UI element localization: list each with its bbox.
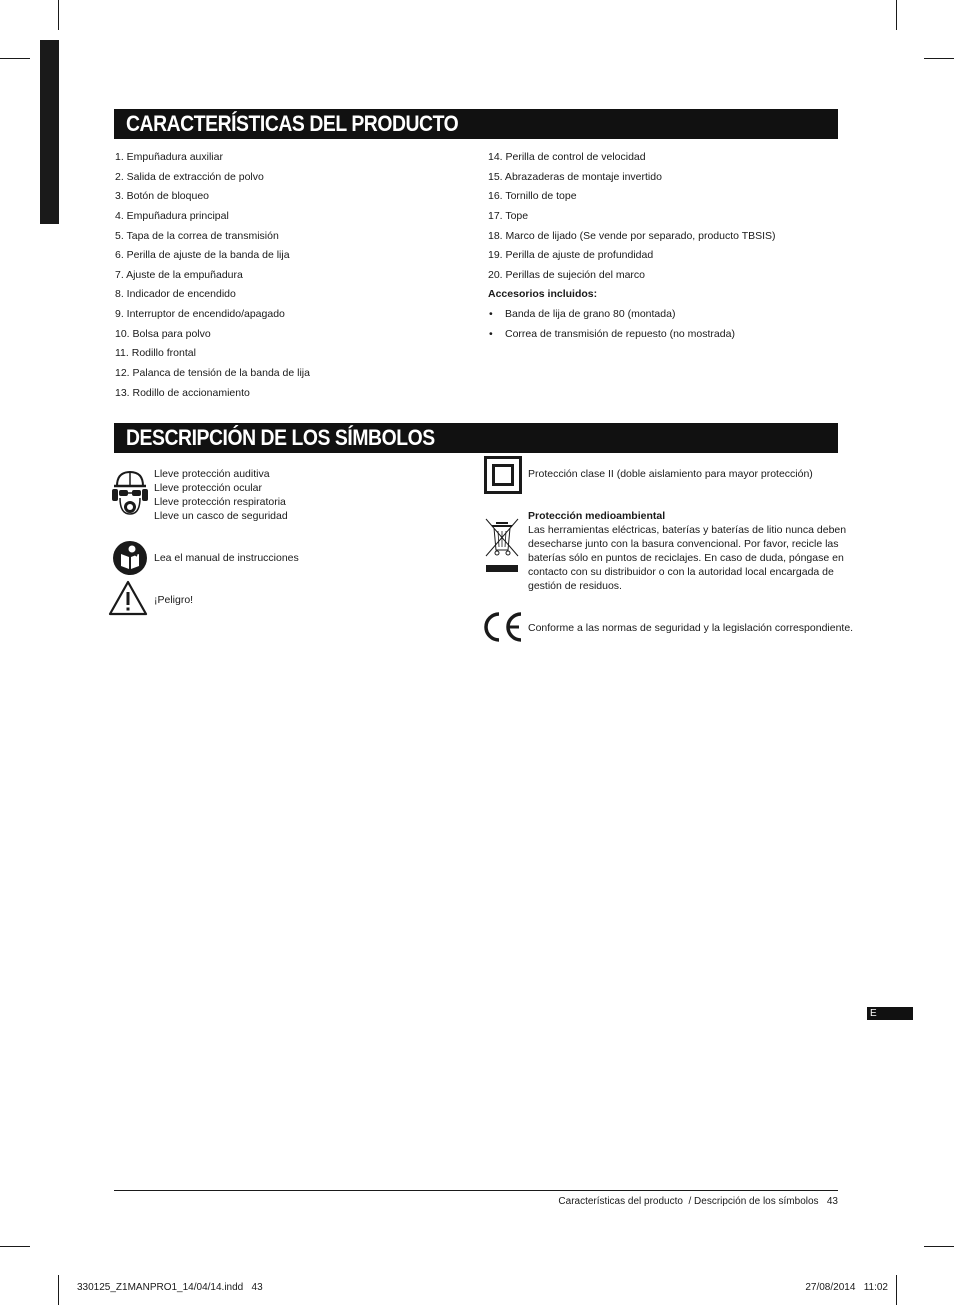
print-slug-date: 27/08/2014 11:02 — [805, 1282, 888, 1293]
crop-mark — [896, 1275, 897, 1305]
list-item: 4. Empuñadura principal — [115, 209, 229, 222]
list-item: 17. Tope — [488, 209, 529, 222]
symbols-heading: DESCRIPCIÓN DE LOS SÍMBOLOS — [114, 423, 838, 453]
read-manual-icon — [112, 540, 148, 576]
list-item: 18. Marco de lijado (Se vende por separado, producto TBSIS) — [488, 229, 776, 242]
list-item: 5. Tapa de la correa de transmisión — [115, 229, 279, 242]
ppe-description: Lleve protección auditiva Lleve protección ocular Lleve protección respiratoria Lleve un casco de seguridad — [154, 468, 288, 522]
list-item: 9. Interruptor de encendido/apagado — [115, 308, 285, 321]
crop-mark — [0, 1246, 30, 1247]
crop-mark — [924, 1246, 954, 1247]
language-tab: E — [867, 1007, 913, 1020]
class-ii-description: Protección clase II (doble aislamiento para mayor protección) — [528, 468, 813, 480]
list-item: 7. Ajuste de la empuñadura — [115, 268, 243, 281]
crop-mark — [0, 58, 30, 59]
print-slug-file: 330125_Z1MANPRO1_14/04/14.indd 43 — [77, 1282, 263, 1293]
class-ii-icon — [484, 456, 522, 494]
features-list-col1 — [115, 151, 310, 406]
list-item: 3. Botón de bloqueo — [115, 190, 209, 203]
side-color-bar — [40, 40, 59, 224]
list-item: 13. Rodillo de accionamiento — [115, 386, 250, 399]
features-heading: CARACTERÍSTICAS DEL PRODUCTO — [114, 109, 838, 139]
list-item: 11. Rodillo frontal — [115, 347, 196, 360]
accessories-heading: Accesorios incluidos: — [488, 288, 598, 301]
list-item: 16. Tornillo de tope — [488, 190, 577, 203]
list-item: 19. Perilla de ajuste de profundidad — [488, 249, 654, 262]
crop-mark — [58, 1275, 59, 1305]
list-item: 1. Empuñadura auxiliar — [115, 151, 223, 163]
ce-mark-icon — [481, 611, 525, 643]
ppe-icon — [110, 468, 150, 518]
crop-mark — [924, 58, 954, 59]
crop-mark — [896, 0, 897, 30]
ce-description: Conforme a las normas de seguridad y la legislación correspondiente. — [528, 622, 854, 634]
running-footer: Características del producto / Descripción de los símbolos 43 — [558, 1196, 838, 1207]
crop-mark — [58, 0, 59, 30]
list-item: 15. Abrazaderas de montaje invertido — [488, 170, 662, 183]
list-item: 12. Palanca de tensión de la banda de lija — [115, 367, 310, 380]
manual-description: Lea el manual de instrucciones — [154, 552, 299, 564]
list-item: 10. Bolsa para polvo — [115, 327, 211, 340]
warning-triangle-icon — [108, 580, 148, 616]
accessory-item: • Banda de lija de grano 80 (montada) — [488, 308, 776, 328]
crossed-bin-icon — [484, 516, 520, 574]
features-list-col2 — [488, 151, 776, 347]
list-item: 2. Salida de extracción de polvo — [115, 170, 264, 183]
accessory-item: • Correa de transmisión de repuesto (no mostrada) — [488, 328, 776, 348]
list-item: 14. Perilla de control de velocidad — [488, 151, 646, 163]
list-item: 6. Perilla de ajuste de la banda de lija — [115, 249, 290, 262]
list-item: 20. Perillas de sujeción del marco — [488, 268, 645, 281]
list-item: 8. Indicador de encendido — [115, 288, 236, 301]
danger-description: ¡Peligro! — [154, 594, 194, 606]
environment-description: Protección medioambiental Las herramientas eléctricas, baterías y baterías de litio nunca deben desecharse junto con la basura convencional. Por favor, recicle las baterías sólo en puntos de reciclajes. En caso de duda, póngase en contacto con su distribuidor o con la autoridad local encargada de gestión de residuos. — [528, 510, 847, 592]
footer-rule — [114, 1190, 838, 1191]
